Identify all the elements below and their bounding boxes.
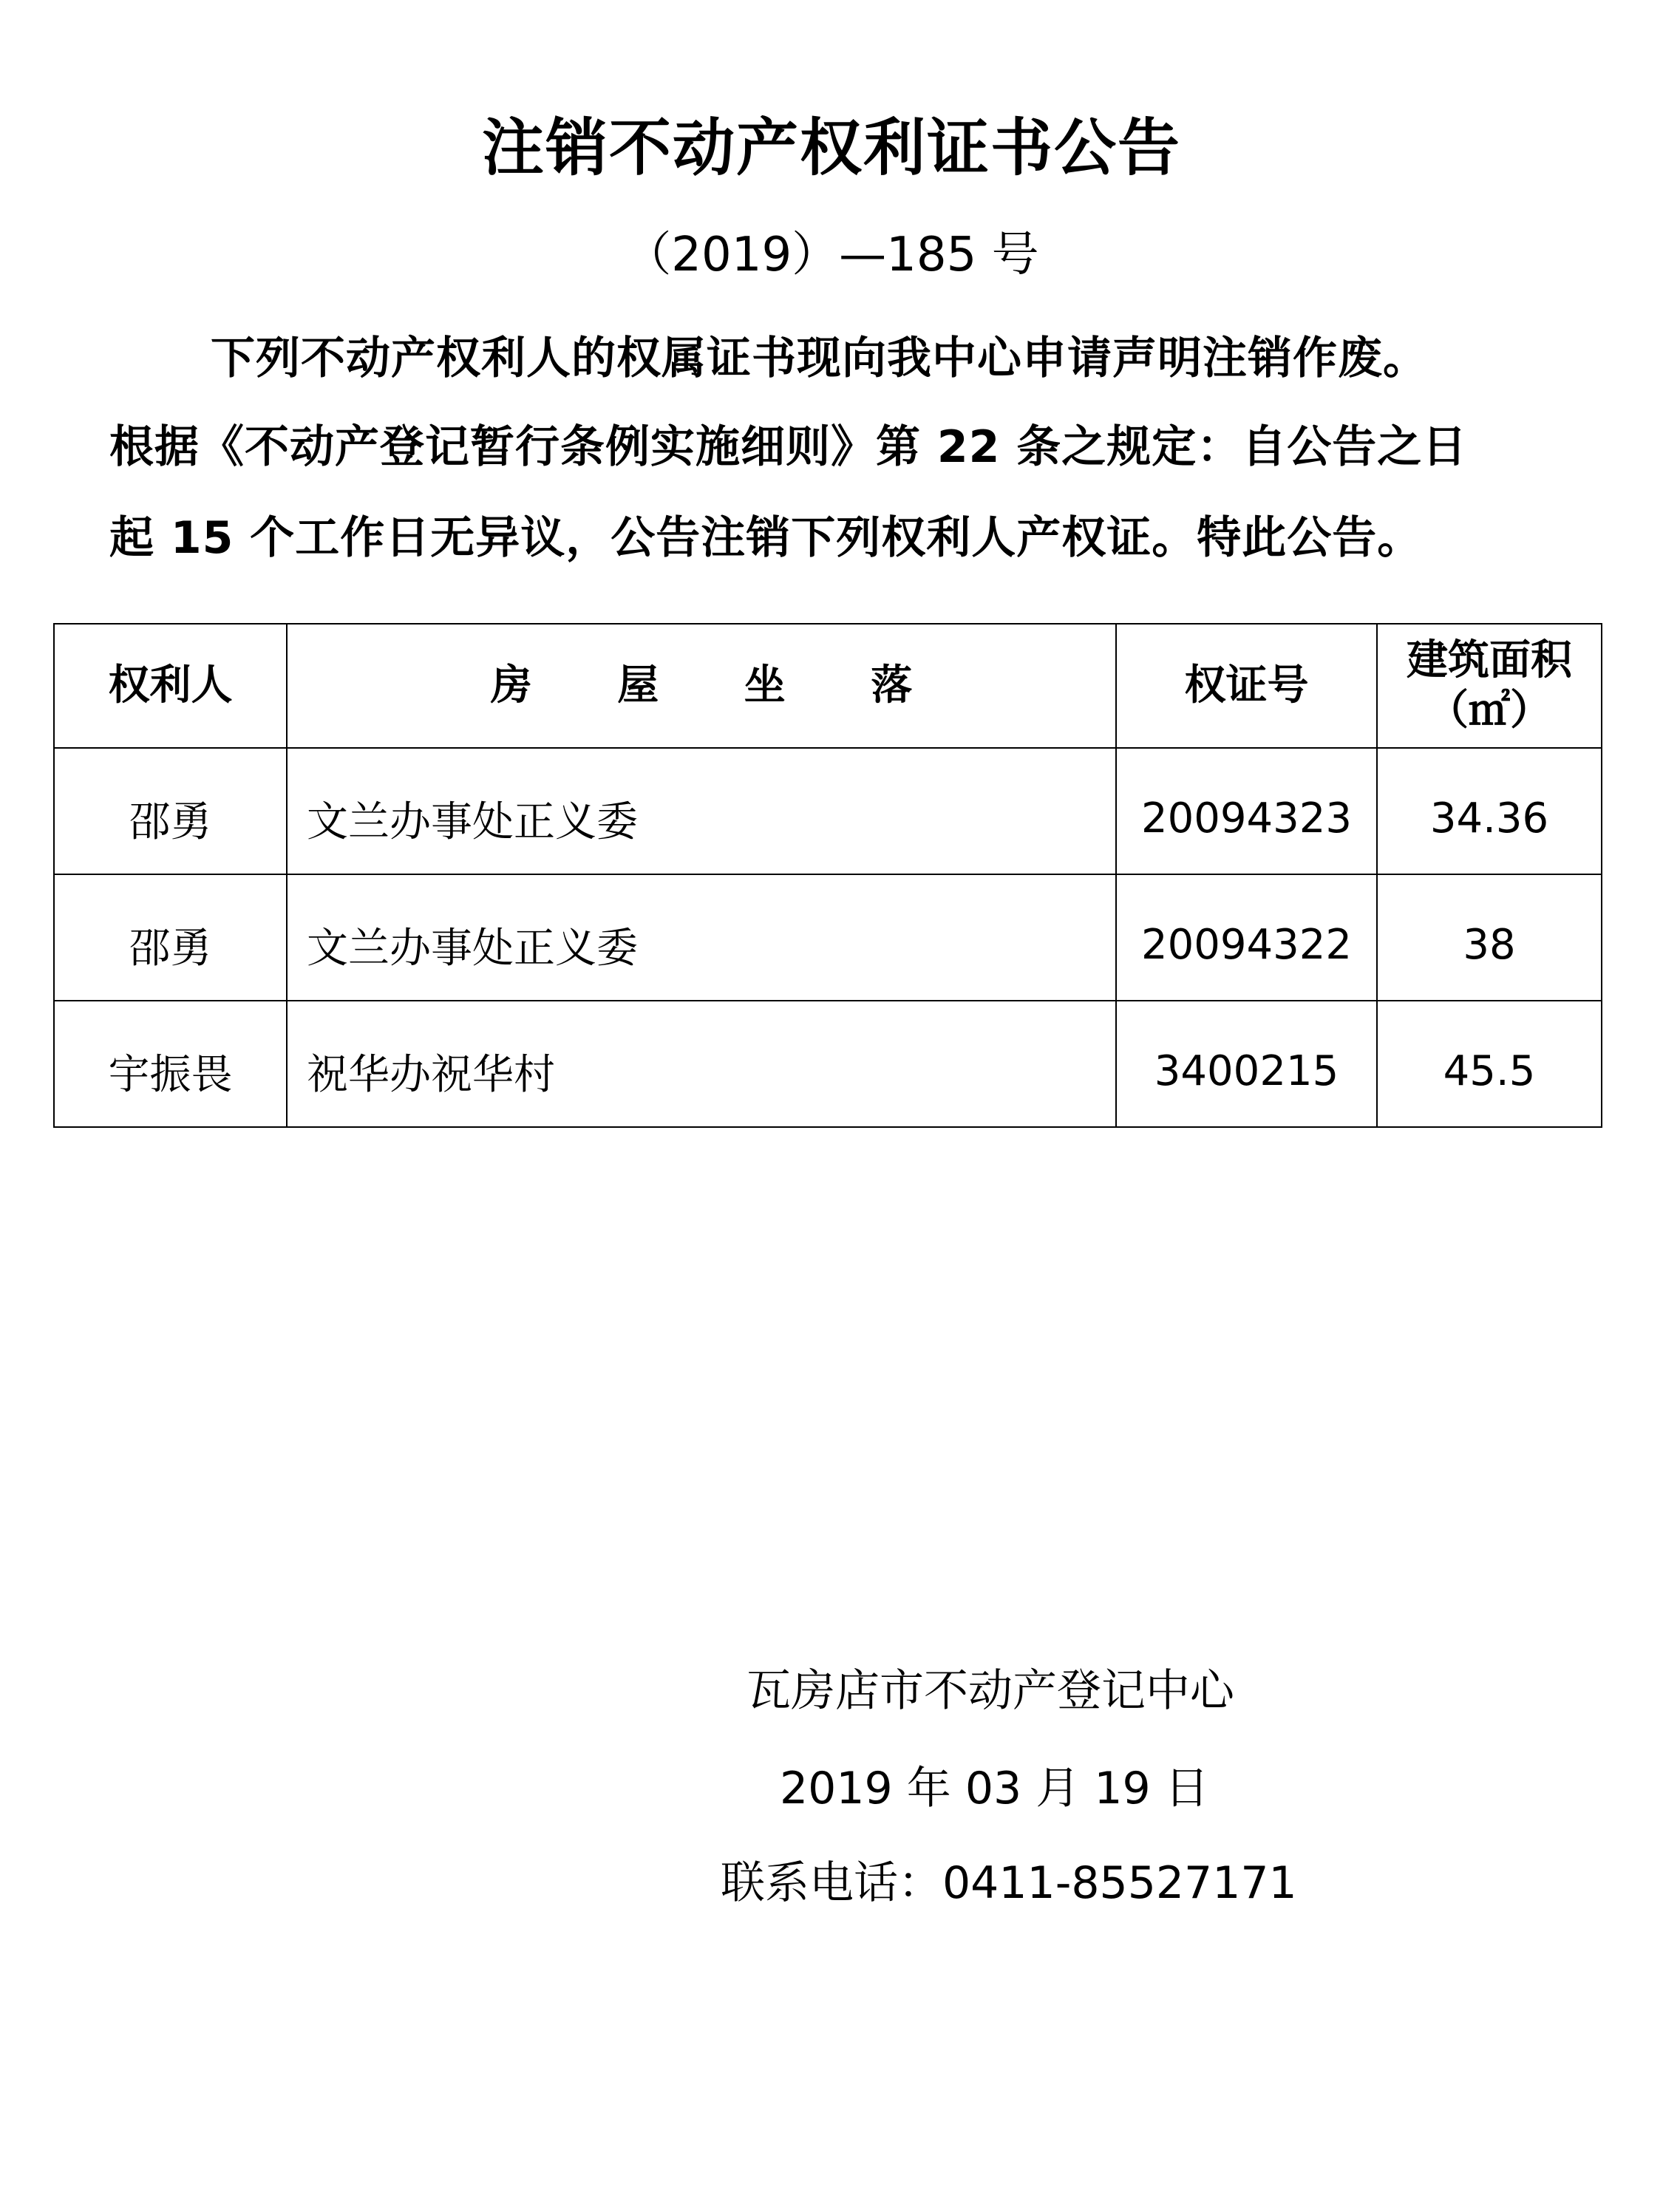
header-address [287,624,1116,748]
cell-address: 文兰办事处正义委 [287,748,1116,874]
cell-owner: 邵勇 [54,874,287,1001]
cell-area: 34.36 [1377,748,1602,874]
issue-date: 2019 年 03 月 19 日 [780,1763,1209,1814]
header-area-unit: （㎡） [1427,687,1551,735]
notice-number: （2019）—185 号 [624,228,1039,282]
cell-address: 祝华办祝华村 [287,1001,1116,1127]
records-table [53,623,1602,1128]
table-header-row [54,624,1602,748]
cell-owner: 宇振畏 [54,1001,287,1127]
header-address-label: 房 屋 坐 落 [490,661,948,709]
header-area [1377,624,1602,748]
cell-cert-no: 20094323 [1116,748,1377,874]
header-owner: 权利人 [54,624,287,748]
cell-area: 38 [1377,874,1602,1001]
table-row [54,1001,1602,1127]
notice-body-line-3: 起 15 个工作日无异议，公告注销下列权利人产权证。特此公告。 [109,512,1423,564]
cell-area: 45.5 [1377,1001,1602,1127]
table-row [54,748,1602,874]
cell-owner: 邵勇 [54,748,287,874]
header-area-label: 建筑面积 [1407,636,1572,684]
contact-phone: 联系电话：0411-85527171 [721,1857,1297,1909]
table-row [54,874,1602,1001]
notice-body-line-1: 下列不动产权利人的权属证书现向我中心申请声明注销作废。 [211,333,1428,384]
issuing-organization: 瓦房店市不动产登记中心 [747,1665,1234,1717]
cell-cert-no: 20094322 [1116,874,1377,1001]
cell-cert-no: 3400215 [1116,1001,1377,1127]
notice-title: 注销不动产权利证书公告 [481,112,1181,184]
cell-address: 文兰办事处正义委 [287,874,1116,1001]
notice-body-line-2: 根据《不动产登记暂行条例实施细则》第 22 条之规定：自公告之日 [109,421,1468,473]
header-cert-no: 权证号 [1116,624,1377,748]
